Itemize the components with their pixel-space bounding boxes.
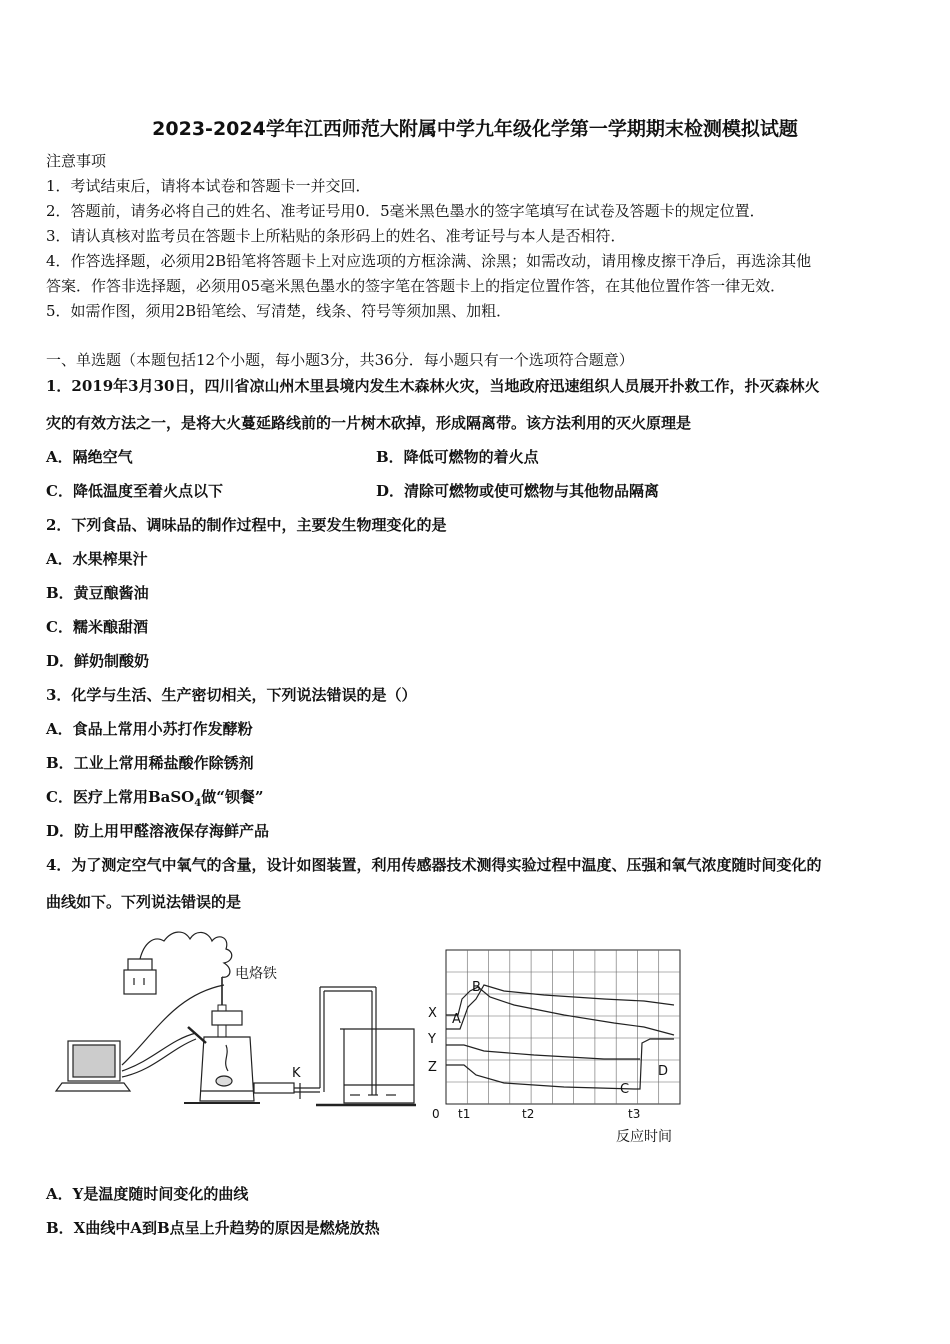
q1-option-c: C．降低温度至着火点以下 [46, 482, 223, 500]
point-label-c: C [620, 1082, 630, 1097]
notice-heading: 注意事项 [46, 152, 107, 170]
laptop-icon [56, 1041, 130, 1091]
q2-option-a: A．水果榨果汁 [46, 550, 148, 568]
q2-stem: 2．下列食品、调味品的制作过程中，主要发生物理变化的是 [46, 516, 447, 534]
q2-option-c: C．糯米酿甜酒 [46, 618, 148, 636]
notice-item: 2．答题前，请务必将自己的姓名、准考证号用0．5毫米黑色墨水的签字笔填写在试卷及答题卡的规定位置． [46, 202, 765, 220]
q1-option-d: D．清除可燃物或使可燃物与其他物品隔离 [376, 482, 660, 500]
notice-item: 4．作答选择题，必须用2B铅笔将答题卡上对应选项的方框涂满、涂黑；如需改动，请用橡皮擦干净后，再选涂其他 [46, 252, 812, 270]
q1-option-b: B．降低可燃物的着火点 [376, 448, 539, 466]
cable-line [122, 1033, 196, 1071]
q3-option-a: A．食品上常用小苏打作发酵粉 [46, 720, 253, 738]
tick-label-t3: t3 [628, 1107, 641, 1121]
curve-aux [446, 1045, 640, 1059]
point-label-b: B [472, 980, 481, 995]
tick-label-t2: t2 [522, 1107, 535, 1121]
sensor-graph [427, 950, 680, 1145]
q3-option-b: B．工业上常用稀盐酸作除锈剂 [46, 754, 254, 772]
curve-label-x: X [428, 1006, 437, 1021]
section-heading: 一、单选题（本题包括12个小题，每小题3分，共36分．每小题只有一个选项符合题意） [46, 351, 634, 369]
reaction-flask [184, 1011, 260, 1103]
beaker [316, 1029, 416, 1105]
figure-svg [44, 925, 704, 1150]
tick-label-t1: t1 [458, 1107, 471, 1121]
notice-item: 1．考试结束后，请将本试卷和答题卡一并交回． [46, 177, 371, 195]
curve-label-y: Y [428, 1032, 436, 1047]
q3-option-d: D．防上用甲醛溶液保存海鲜产品 [46, 822, 270, 840]
cable-line [122, 1039, 196, 1077]
page-title: 2023-2024学年江西师范大附属中学九年级化学第一学期期末检测模拟试题 [152, 118, 798, 140]
subscript: 4 [194, 798, 202, 809]
notice-item: 答案．作答非选择题，必须用05毫米黑色墨水的签字笔在答题卡上的指定位置作答，在其他位置作答一律无效． [46, 277, 786, 295]
device-label: 电烙铁 [235, 966, 277, 982]
point-label-a: A [452, 1012, 461, 1027]
q2-option-b: B．黄豆酿酱油 [46, 584, 149, 602]
tube-with-valve [254, 987, 376, 1099]
curve-label-z: Z [428, 1060, 437, 1075]
q2-option-d: D．鲜奶制酸奶 [46, 652, 150, 670]
q3-option-c [46, 787, 263, 814]
origin-label: 0 [432, 1107, 440, 1121]
notice-item: 5．如需作图，须用2B铅笔绘、写清楚，线条、符号等须加黑、加粗． [46, 302, 512, 320]
q3-option-c-tail: 做“钡餐” [201, 788, 264, 806]
power-socket-icon [124, 959, 156, 994]
point-label-d: D [658, 1064, 669, 1079]
q3-option-c-text: C．医疗上常用BaSO [46, 788, 195, 806]
q1-stem-line2: 灾的有效方法之一，是将大火蔓延路线前的一片树木砍掉，形成隔离带。该方法利用的灭火原理是 [46, 414, 692, 432]
q1-option-a: A．隔绝空气 [46, 448, 133, 466]
experiment-figure [44, 925, 704, 1154]
curve-z [446, 1039, 674, 1089]
q4-stem-line2: 曲线如下。下列说法错误的是 [46, 893, 242, 911]
notice-item: 3．请认真核对监考员在答题卡上所粘贴的条形码上的姓名、准考证号与本人是否相符． [46, 227, 626, 245]
q4-option-b: B．X曲线中A到B点呈上升趋势的原因是燃烧放热 [46, 1219, 380, 1237]
q1-stem-line1: 1．2019年3月30日，四川省凉山州木里县境内发生木森林火灾，当地政府迅速组织人员展开扑救工作，扑灭森林火 [46, 377, 820, 395]
x-axis-label: 反应时间 [616, 1129, 672, 1145]
q3-stem: 3．化学与生活、生产密切相关，下列说法错误的是（） [46, 686, 417, 704]
valve-label: K [292, 1066, 301, 1081]
q4-option-a: A．Y是温度随时间变化的曲线 [46, 1185, 249, 1203]
q4-stem-line1: 4．为了测定空气中氧气的含量，设计如图装置，利用传感器技术测得实验过程中温度、压强和氧气浓度随时间变化的 [46, 856, 822, 874]
